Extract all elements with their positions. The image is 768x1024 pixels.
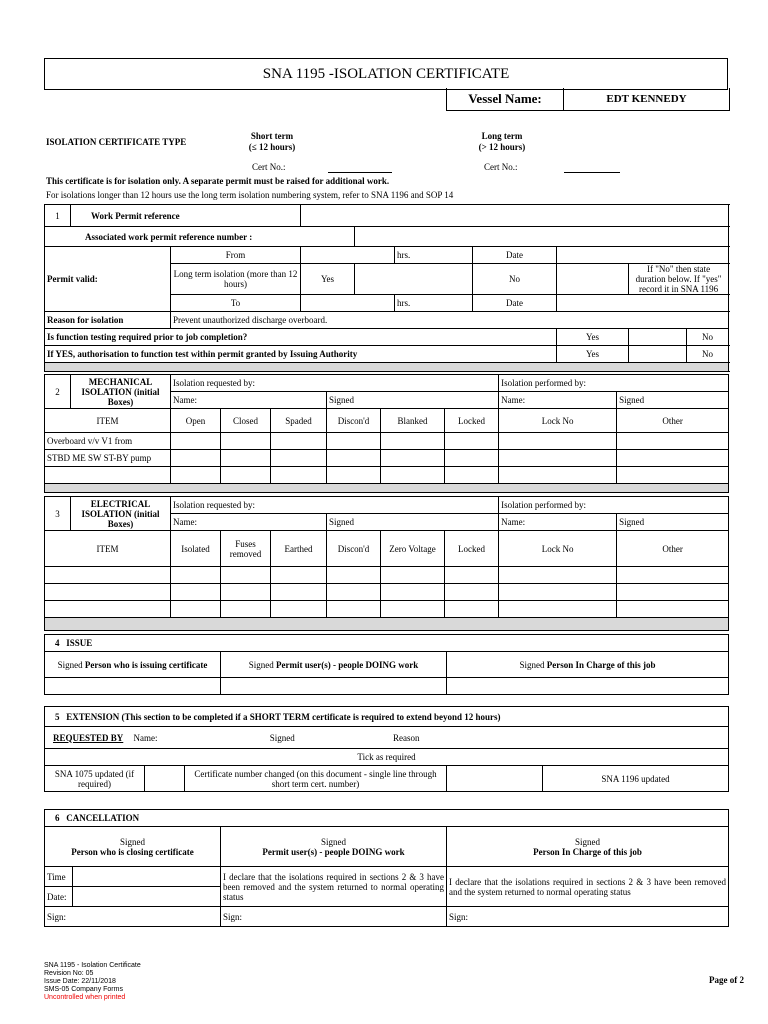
issue-col-3	[447, 652, 729, 678]
tick-as-required: Tick as required	[45, 749, 729, 766]
ext-reason-label[interactable]: Reason	[393, 732, 420, 743]
issue-signed-2: Signed	[248, 659, 274, 670]
mech-header-closed: Closed	[221, 409, 271, 433]
cert-no-long-field[interactable]	[564, 171, 620, 173]
work-permit-ref-field[interactable]	[301, 205, 729, 227]
section-6-number: 6	[55, 813, 60, 823]
cancel-sign-2[interactable]: Sign:	[221, 907, 447, 927]
section-divider	[45, 484, 729, 493]
authorisation-question: If YES, authorisation to function test within permit granted by Issuing Authority	[45, 346, 557, 363]
extension-title: EXTENSION (This section to be completed if a SHORT TERM certificate is required to extend beyond 12 hours)	[66, 711, 501, 722]
mech-name-1[interactable]: Name:	[171, 392, 327, 409]
long-term-no-label: No	[473, 264, 557, 295]
date-label-1: Date	[473, 247, 557, 264]
short-term-label: Short term	[250, 131, 294, 141]
sna1075-label: SNA 1075 updated (if required)	[45, 766, 145, 792]
cert-no-long-label: Cert No.:	[484, 162, 518, 172]
section-4-number: 4	[55, 638, 60, 648]
function-test-yes-label: Yes	[557, 329, 629, 346]
vessel-name-box	[446, 88, 730, 111]
assoc-ref-label: Associated work permit reference number :	[45, 227, 355, 247]
cancel-col-2	[221, 827, 447, 867]
ext-name-label[interactable]: Name:	[133, 732, 158, 743]
elec-header-isolated: Isolated	[171, 531, 221, 567]
footer-doc-title: SNA 1195 - Isolation Certificate	[44, 962, 141, 969]
elec-signed-2[interactable]: Signed	[617, 514, 729, 531]
cert-type-label: ISOLATION CERTIFICATE TYPE	[46, 137, 187, 147]
electrical-isolation-title: ELECTRICAL ISOLATION (initial Boxes)	[71, 497, 171, 531]
authorisation-no-label: No	[687, 346, 729, 363]
mech-header-open: Open	[171, 409, 221, 433]
elec-header-lock-no: Lock No	[499, 531, 617, 567]
footer-revision: Revision No: 05	[44, 970, 94, 977]
cancel-signed-1: Signed	[119, 836, 145, 847]
cancel-col-3-label: Person In Charge of this job	[533, 846, 642, 857]
section-1-number: 1	[45, 205, 71, 227]
section-5-table	[44, 706, 729, 792]
elec-header-fuses-removed: Fuses removed	[221, 531, 271, 567]
footer-block	[44, 962, 141, 1002]
issue-sign-1[interactable]	[45, 678, 221, 695]
mech-header-blanked: Blanked	[381, 409, 445, 433]
mech-signed-2[interactable]: Signed	[617, 392, 729, 409]
elec-header-disconnected: Discon'd	[327, 531, 381, 567]
function-test-no-label: No	[687, 329, 729, 346]
mech-item-1[interactable]: Overboard v/v V1 from	[45, 433, 171, 450]
reason-label: Reason for isolation	[45, 312, 171, 329]
authorisation-yes-label: Yes	[557, 346, 629, 363]
issue-col-3-label: Person In Charge of this job	[546, 659, 656, 670]
footer-issue-date: Issue Date: 22/11/2018	[44, 978, 116, 985]
cancel-signed-2: Signed	[320, 836, 346, 847]
long-term-hours: (> 12 hours)	[478, 142, 526, 152]
table-row	[45, 467, 729, 484]
mech-performed-by-label: Isolation performed by:	[499, 375, 729, 392]
long-term-yes-label: Yes	[301, 264, 355, 295]
issue-signed-3: Signed	[519, 659, 545, 670]
section-2-table	[44, 374, 729, 493]
work-permit-ref-label: Work Permit reference	[71, 205, 301, 227]
table-row	[45, 433, 729, 450]
notice: For isolations longer than 12 hours use the long term isolation numbering system, refer to SNA 1196 and SOP 14	[46, 190, 454, 200]
issue-col-2-label: Permit user(s) - people DOING work	[276, 659, 419, 670]
cert-changed-label: Certificate number changed (on this document - single line through short term cert. number)	[185, 766, 447, 792]
cancel-col-3	[447, 827, 729, 867]
long-term-no-box[interactable]	[557, 264, 629, 295]
section-3-number: 3	[45, 497, 71, 531]
from-label: From	[171, 247, 301, 264]
issue-col-1	[45, 652, 221, 678]
section-4-table	[44, 634, 729, 695]
table-row	[45, 601, 729, 618]
cancel-col-1-label: Person who is closing certificate	[71, 846, 194, 857]
date-field-1[interactable]	[557, 247, 729, 264]
cancel-col-1	[45, 827, 221, 867]
cert-no-short-field[interactable]	[328, 171, 392, 173]
page-title: SNA 1195 -ISOLATION CERTIFICATE	[44, 58, 728, 90]
permit-valid-label: Permit valid:	[45, 247, 171, 312]
issue-col-1-label: Person who is issuing certificate	[84, 659, 208, 670]
mech-header-other: Other	[617, 409, 729, 433]
mech-signed-1[interactable]: Signed	[327, 392, 499, 409]
date-field-2[interactable]	[557, 295, 729, 312]
ext-signed-label[interactable]: Signed	[269, 732, 295, 743]
section-6-table	[44, 809, 729, 927]
requested-by-row	[45, 727, 729, 749]
cancel-signed-3: Signed	[575, 836, 601, 847]
from-field[interactable]	[301, 247, 395, 264]
elec-name-1[interactable]: Name:	[171, 514, 327, 531]
reason-value[interactable]: Prevent unauthorized discharge overboard.	[171, 312, 729, 329]
elec-performed-by-label: Isolation performed by:	[499, 497, 729, 514]
long-term-yes-box[interactable]	[355, 264, 473, 295]
cancel-time-field[interactable]	[73, 867, 221, 887]
page-number: Page of 2	[709, 975, 744, 985]
date-label-2: Date	[473, 295, 557, 312]
elec-header-other: Other	[617, 531, 729, 567]
footer-uncontrolled: Uncontrolled when printed	[44, 994, 126, 1001]
mech-header-locked: Locked	[445, 409, 499, 433]
notice-bold: This certificate is for isolation only. A separate permit must be raised for additional work.	[46, 176, 390, 186]
section-1-table	[44, 204, 729, 372]
long-term-isolation-label: Long term isolation (more than 12 hours)	[171, 264, 301, 295]
mechanical-isolation-title: MECHANICAL ISOLATION (initial Boxes)	[71, 375, 171, 409]
footer-forms: SMS-05 Company Forms	[44, 986, 123, 993]
function-test-yes-box[interactable]	[629, 329, 687, 346]
section-2-number: 2	[45, 375, 71, 409]
sna1075-box[interactable]	[145, 766, 185, 792]
issue-col-2	[221, 652, 447, 678]
assoc-ref-field[interactable]	[355, 227, 729, 247]
elec-header-locked: Locked	[445, 531, 499, 567]
cancel-time-label: Time	[45, 867, 73, 887]
hrs-label-2: hrs.	[395, 295, 473, 312]
mech-header-item: ITEM	[45, 409, 171, 433]
mech-header-spaded: Spaded	[271, 409, 327, 433]
short-term-hours: (≤ 12 hours)	[248, 142, 296, 152]
section-divider	[45, 363, 729, 372]
section-5-number: 5	[55, 711, 60, 722]
mech-header-lock-no: Lock No	[499, 409, 617, 433]
mech-item-3[interactable]	[45, 467, 171, 484]
cert-changed-box[interactable]	[447, 766, 543, 792]
issue-title: ISSUE	[66, 638, 93, 648]
cancel-sign-1[interactable]: Sign:	[45, 907, 221, 927]
section-3-table	[44, 496, 729, 631]
cancel-col-2-label: Permit user(s) - people DOING work	[262, 846, 405, 857]
elec-header-zero-voltage: Zero Voltage	[381, 531, 445, 567]
vessel-value[interactable]: EDT KENNEDY	[606, 93, 687, 105]
elec-header-item: ITEM	[45, 531, 171, 567]
cancel-date-label: Date:	[45, 887, 73, 907]
mech-item-2[interactable]: STBD ME SW ST-BY pump	[45, 450, 171, 467]
long-term-label: Long term	[481, 131, 523, 141]
cancel-date-field[interactable]	[73, 887, 221, 907]
if-no-note: If "No" then state duration below. If "yes" record it in SNA 1196	[629, 264, 729, 295]
vessel-label: Vessel Name:	[447, 88, 564, 110]
cancel-declaration-3: I declare that the isolations required in sections 2 & 3 have been removed and the system returned to normal operating status	[447, 867, 729, 907]
to-field[interactable]	[301, 295, 395, 312]
function-test-question: Is function testing required prior to job completion?	[45, 329, 557, 346]
table-row	[45, 567, 729, 584]
section-5-heading	[45, 707, 729, 727]
cancel-sign-3[interactable]: Sign:	[447, 907, 729, 927]
elec-name-2[interactable]: Name:	[499, 514, 617, 531]
mech-requested-by-label: Isolation requested by:	[171, 375, 499, 392]
section-divider	[45, 618, 729, 631]
issue-sign-2[interactable]	[221, 678, 447, 695]
issue-signed-1: Signed	[57, 659, 83, 670]
table-row	[45, 584, 729, 601]
cancellation-title: CANCELLATION	[66, 813, 140, 823]
table-row	[45, 450, 729, 467]
issue-sign-3[interactable]	[447, 678, 729, 695]
elec-requested-by-label: Isolation requested by:	[171, 497, 499, 514]
elec-header-earthed: Earthed	[271, 531, 327, 567]
sna1196-label: SNA 1196 updated	[543, 766, 729, 792]
requested-by-label: REQUESTED BY	[53, 732, 124, 743]
cancel-declaration-2: I declare that the isolations required in sections 2 & 3 have been removed and the system returned to normal operating status	[221, 867, 447, 907]
elec-signed-1[interactable]: Signed	[327, 514, 499, 531]
section-4-heading	[45, 635, 729, 652]
section-6-heading	[45, 810, 729, 827]
mech-name-2[interactable]: Name:	[499, 392, 617, 409]
authorisation-yes-box[interactable]	[629, 346, 687, 363]
to-label: To	[171, 295, 301, 312]
cert-no-short-label: Cert No.:	[252, 162, 286, 172]
mech-header-disconnected: Discon'd	[327, 409, 381, 433]
hrs-label-1: hrs.	[395, 247, 473, 264]
